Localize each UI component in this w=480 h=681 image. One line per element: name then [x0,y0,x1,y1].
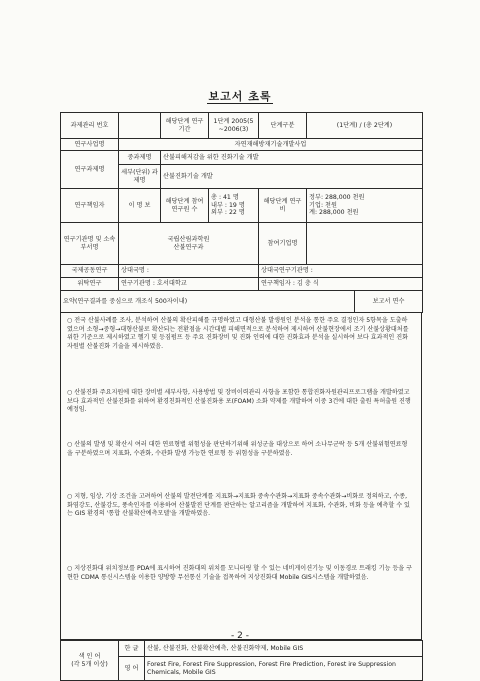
summary-paragraph: ○ 전국 산불사례를 조사, 분석하여 산불의 확산피해를 규명하였고 대형산불 발생원인 분석을 통한 주요 결정인자 5항목을 도출하였으며 소형→중형→대형산불로 확산되는 전환점을 시간대별 피해면적으로 분석하여 제시하여 산불현장에서 조기 산불상황대처를 위한 기준으로 제시하였고 헬기 및 등짐펌프 등 주요 진화장비 및 진화 인력에 대한 진화효과 분석을 실시하여 보다 효과적인 진화자원별 산불진화 기술을 제시하였음. [67,317,409,350]
company-value [307,223,423,265]
summary-paragraph: ○ 산불진화 주요지원에 대한 장비별 세부사항, 사용방법 및 장비이력관리 사항을 포함한 통합진화자원관리프로그램을 개발하였고 보다 효과적인 산불진화를 위하여 환경친화적인 산불진화용 포(FOAM) 소화 약제를 개발하여 이중 3건에 대한 출원 특허출원 진행예정임. [67,389,411,414]
report-title: 보고서 초록 [208,90,272,103]
project-mgmt-no-value [119,113,161,139]
cost-company: 기업: 천원 [309,201,337,209]
cost-values [307,189,423,223]
staff-counts [209,189,259,223]
staff-label: 해당단계 참여 연구원 수 [161,189,209,223]
sub-task-value: 산불진화기술 개발 [161,165,423,189]
cost-total: 계: 288,000 천원 [309,209,359,217]
sub-task-label: 세부(단위) 과제명 [119,165,161,189]
summary-label: 요약(연구결과를 중심으로 개조식 500자이내) [61,291,355,313]
summary-paragraph: ○ 지상진화대 위치정보를 PDA에 표시하여 진화대의 위치를 모니터링 할 수 있는 네비게이션기능 및 이동경로 트래킹 기능 등을 구현한 CDMA 통신시스템을 이용한 양방향 무선통신 기술을 접목하여 지상진화대 Mobile GIS시스템을 개발하였음. [67,565,413,581]
info-table [60,112,423,313]
responsible-name: 이 명 보 [119,189,161,223]
company-label: 참여기업명 [259,223,307,265]
keyword-english-value: Forest Fire, Forest Fire Suppression, Forest Fire Prediction, Forest ire Suppression Chemicals, Mobile GIS [145,657,423,681]
staff-internal: 내부 : 19 명 [211,201,245,209]
page-number: - 2 - [231,631,249,641]
intl-label: 국제공동연구 [61,265,119,278]
keyword-label [61,641,119,681]
project-name-label: 연구사업명 [61,139,119,151]
institution-name: 국립산림과학원 [167,235,210,243]
keyword-label-count: (각 5개 이상) [71,660,108,668]
stage-period-label: 해당단계 연구기간 [161,113,209,139]
main-task-value: 산불피해저감을 위한 진화기술 개발 [161,151,423,165]
keyword-table [60,640,423,681]
institution-dept: 산불연구과 [173,243,204,251]
main-task-label: 중과제명 [119,151,161,165]
keyword-korean-label: 한 글 [119,641,145,657]
responsible-label: 연구책임자 [61,189,119,223]
abstract-form [60,112,422,681]
keyword-korean-value: 산불, 산불진화, 산불확산예측, 산불진화약제, Mobile GIS [145,641,423,657]
keyword-label-line: 색 인 어 [78,652,101,660]
summary-paragraph: ○ 지형, 임상, 기상 조건을 고려하여 산불의 발전단계를 지표화→지표화 중속수관화→지표화 중속수관화→비화로 정의하고, 수종, 화염강도, 산불강도, 풍속인자를 이용하여 산불발전 단계를 판단하는 알고리즘을 개발하여 지표화, 수관화, 비화 등을 예측할 수 있는 GIS 환경의 '통합 산불확산예측모델'을 개발하였음. [67,493,410,518]
intl-partner: 상대국명 : [119,265,259,278]
project-mgmt-no-label: 과제관리 번호 [61,113,119,139]
consign-institution: 연구기관명 : 호서대학교 [119,278,259,291]
cost-label: 해당단계 연구비 [259,189,307,223]
staff-external: 외부 : 22 명 [211,209,245,217]
consign-responsible: 연구책임자 : 김 충 식 [259,278,423,291]
consign-label: 위탁연구 [61,278,119,291]
stage-div-label: 단계구분 [259,113,307,139]
institution-value [119,223,259,265]
project-name-value: 자연재해방재기술개발사업 [119,139,423,151]
summary-body [60,313,422,640]
keyword-english-label: 영 어 [119,657,145,681]
summary-paragraph: ○ 산불의 발생 및 확산시 여러 대한 연료형별 위험성을 판단하기위해 위성군을 대상으로 하여 소나무군락 등 5개 산불위험연료형을 구분하였으며 지표화, 수관화, 수관화 발생 가능한 연료형 등 위험성을 구분하였음. [67,441,408,457]
cost-government: 정부: 288,000 천원 [309,193,365,201]
stage-period-value: 1단계 2005(5~2006(3) [209,113,259,139]
stage-div-value: (1단계) / (총 2단계) [307,113,423,139]
institution-label: 연구기관명 및 소속부서명 [61,223,119,265]
intl-institution: 상대국연구기관명 : [259,265,423,278]
report-pages-label: 보고서 면수 [355,291,423,313]
staff-total: 총 : 41 명 [211,193,239,201]
task-label: 연구과제명 [61,151,119,189]
